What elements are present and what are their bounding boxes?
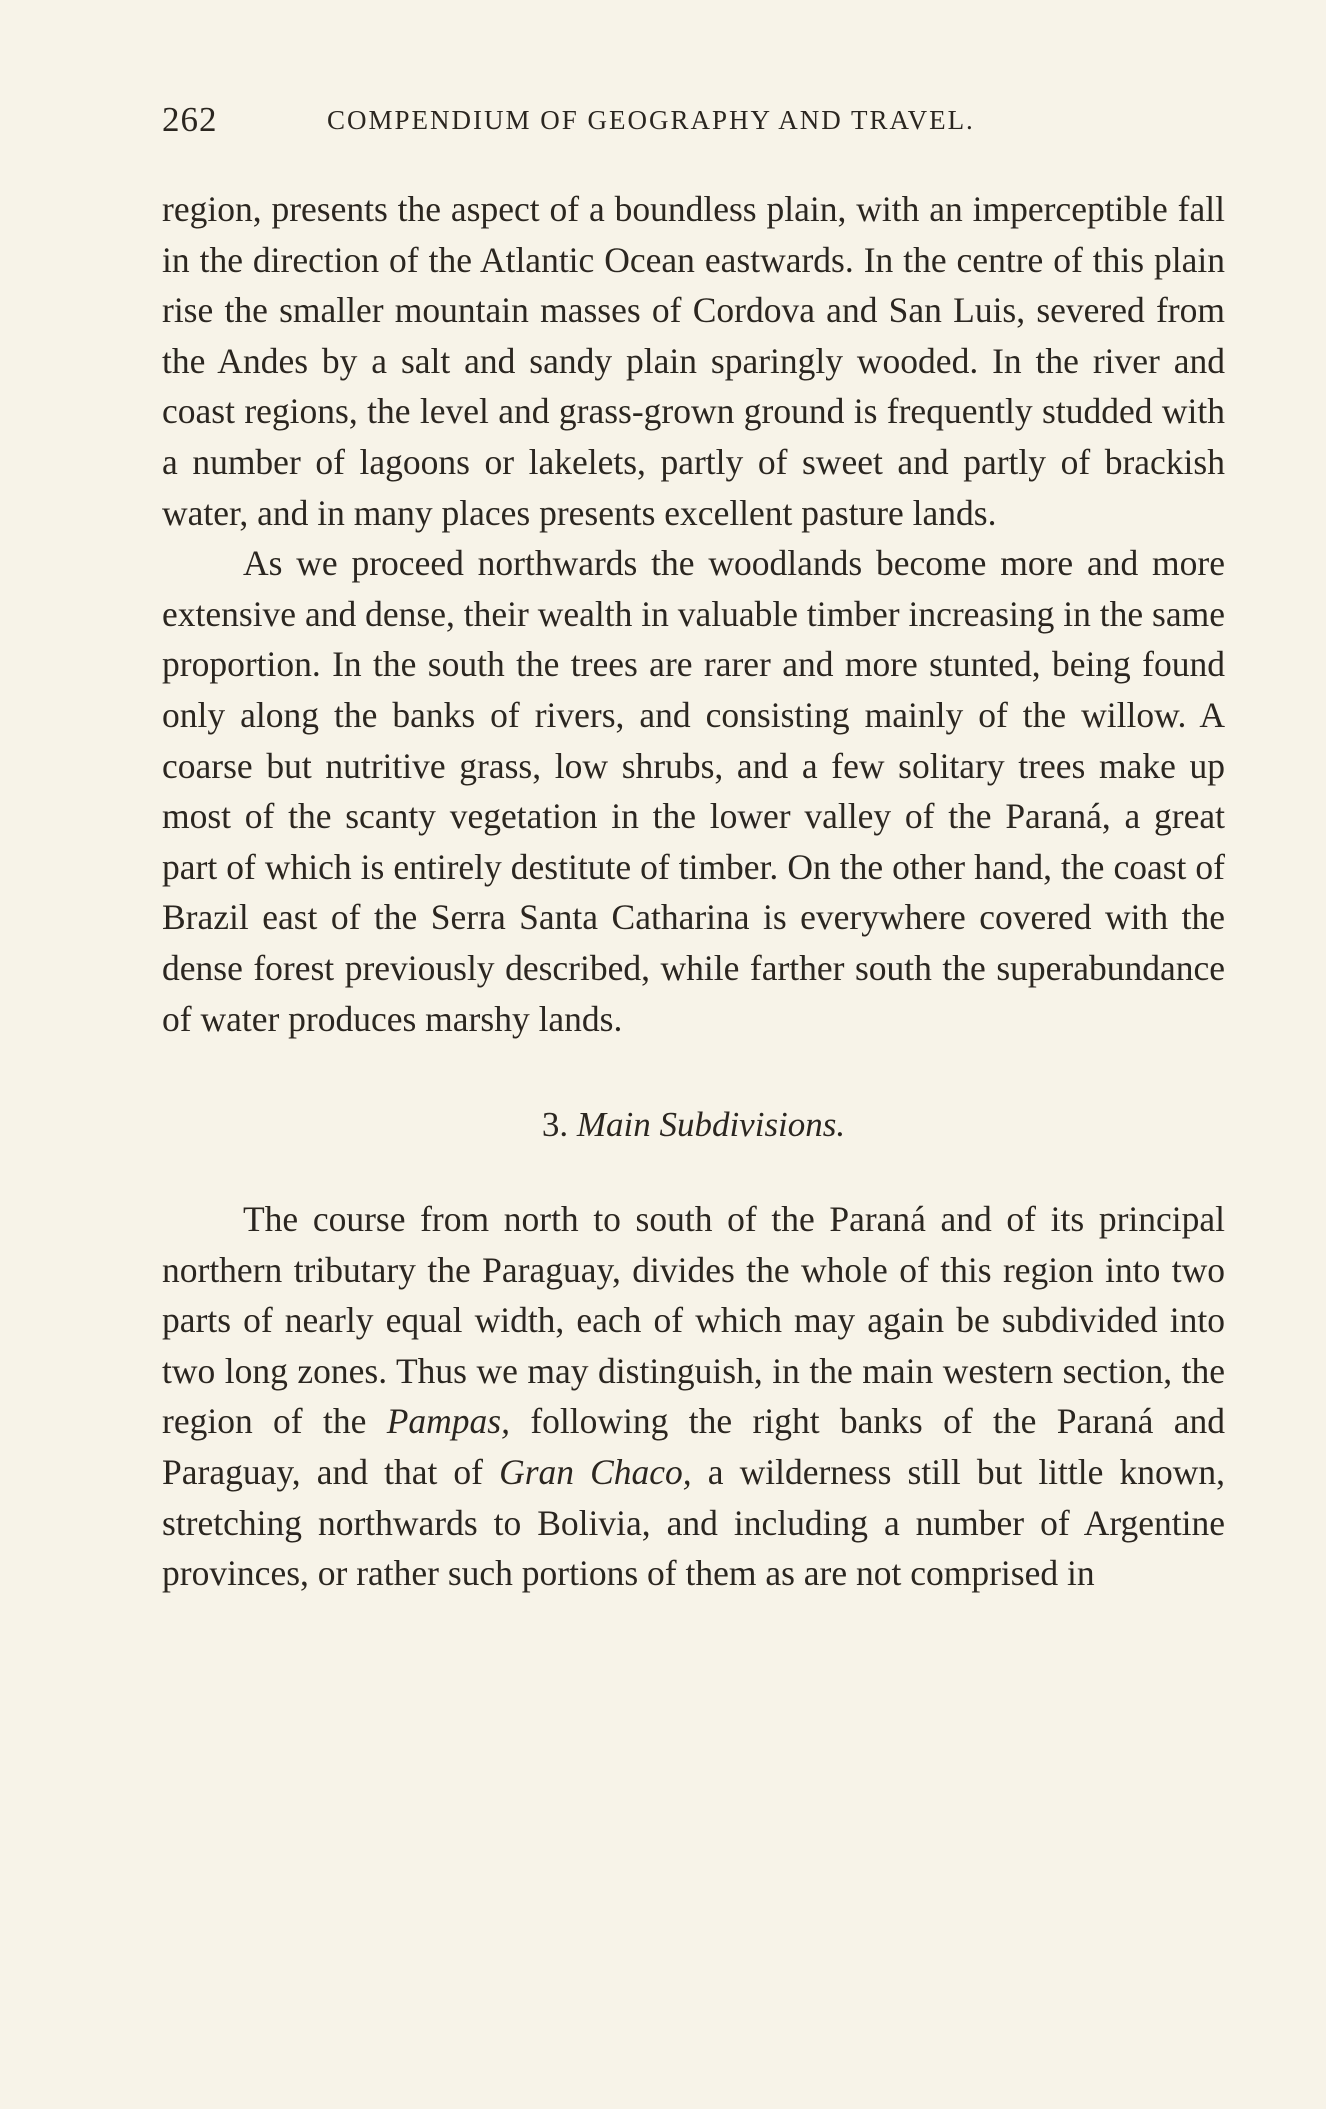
running-title: COMPENDIUM OF GEOGRAPHY AND TRAVEL. (327, 105, 975, 135)
italic-term-gran-chaco: Gran Chaco, (499, 1452, 692, 1493)
paragraph-text: a wilderness still but little known, stretching northwards to Bolivia, and including a number of Argentine provinces, or rather such portions of them as are not comprised in (162, 1452, 1225, 1594)
paragraph-text: following the right banks of the Paraná and Paraguay, and that of (162, 1401, 1225, 1493)
paragraph-text: The course from north to south of the Paraná and of its principal northern tributary the Paraguay, divides the whole of this region into two parts of nearly equal width, each of which may again be subdivided into two long zones. Thus we may distinguish, in the main western section, the region of the (162, 1199, 1225, 1442)
paragraph-subdivisions (162, 1194, 1225, 1599)
italic-term-pampas: Pampas, (386, 1401, 510, 1442)
main-text (162, 184, 1225, 1599)
section-heading (162, 1100, 1225, 1150)
section-title: Main Subdivisions. (576, 1105, 846, 1145)
page-number: 262 (162, 100, 218, 139)
running-head (162, 100, 1222, 150)
paragraph-woodlands: As we proceed northwards the woodlands become more and more extensive and dense, their wealth in valuable timber increasing in the same proportion. In the south the trees are rarer and more stunted, being found only along the banks of rivers, and consisting mainly of the willow. A coarse but nutritive grass, low shrubs, and a few solitary trees make up most of the scanty vegetation in the lower valley of the Paraná, a great part of which is entirely destitute of timber. On the other hand, the coast of Brazil east of the Serra Santa Catharina is everywhere covered with the dense forest previously described, while farther south the superabundance of water produces marshy lands. (162, 543, 1225, 1039)
section-number: 3. (541, 1105, 569, 1145)
paragraph-continued: region, presents the aspect of a boundless plain, with an imperceptible fall in the direction of the Atlantic Ocean eastwards. In the centre of this plain rise the smaller mountain masses of Cordova and San Luis, severed from the Andes by a salt and sandy plain sparingly wooded. In the river and coast regions, the level and grass-grown ground is frequently studded with a number of lagoons or lakelets, partly of sweet and partly of brackish water, and in many places presents excellent pasture lands. (162, 189, 1225, 533)
